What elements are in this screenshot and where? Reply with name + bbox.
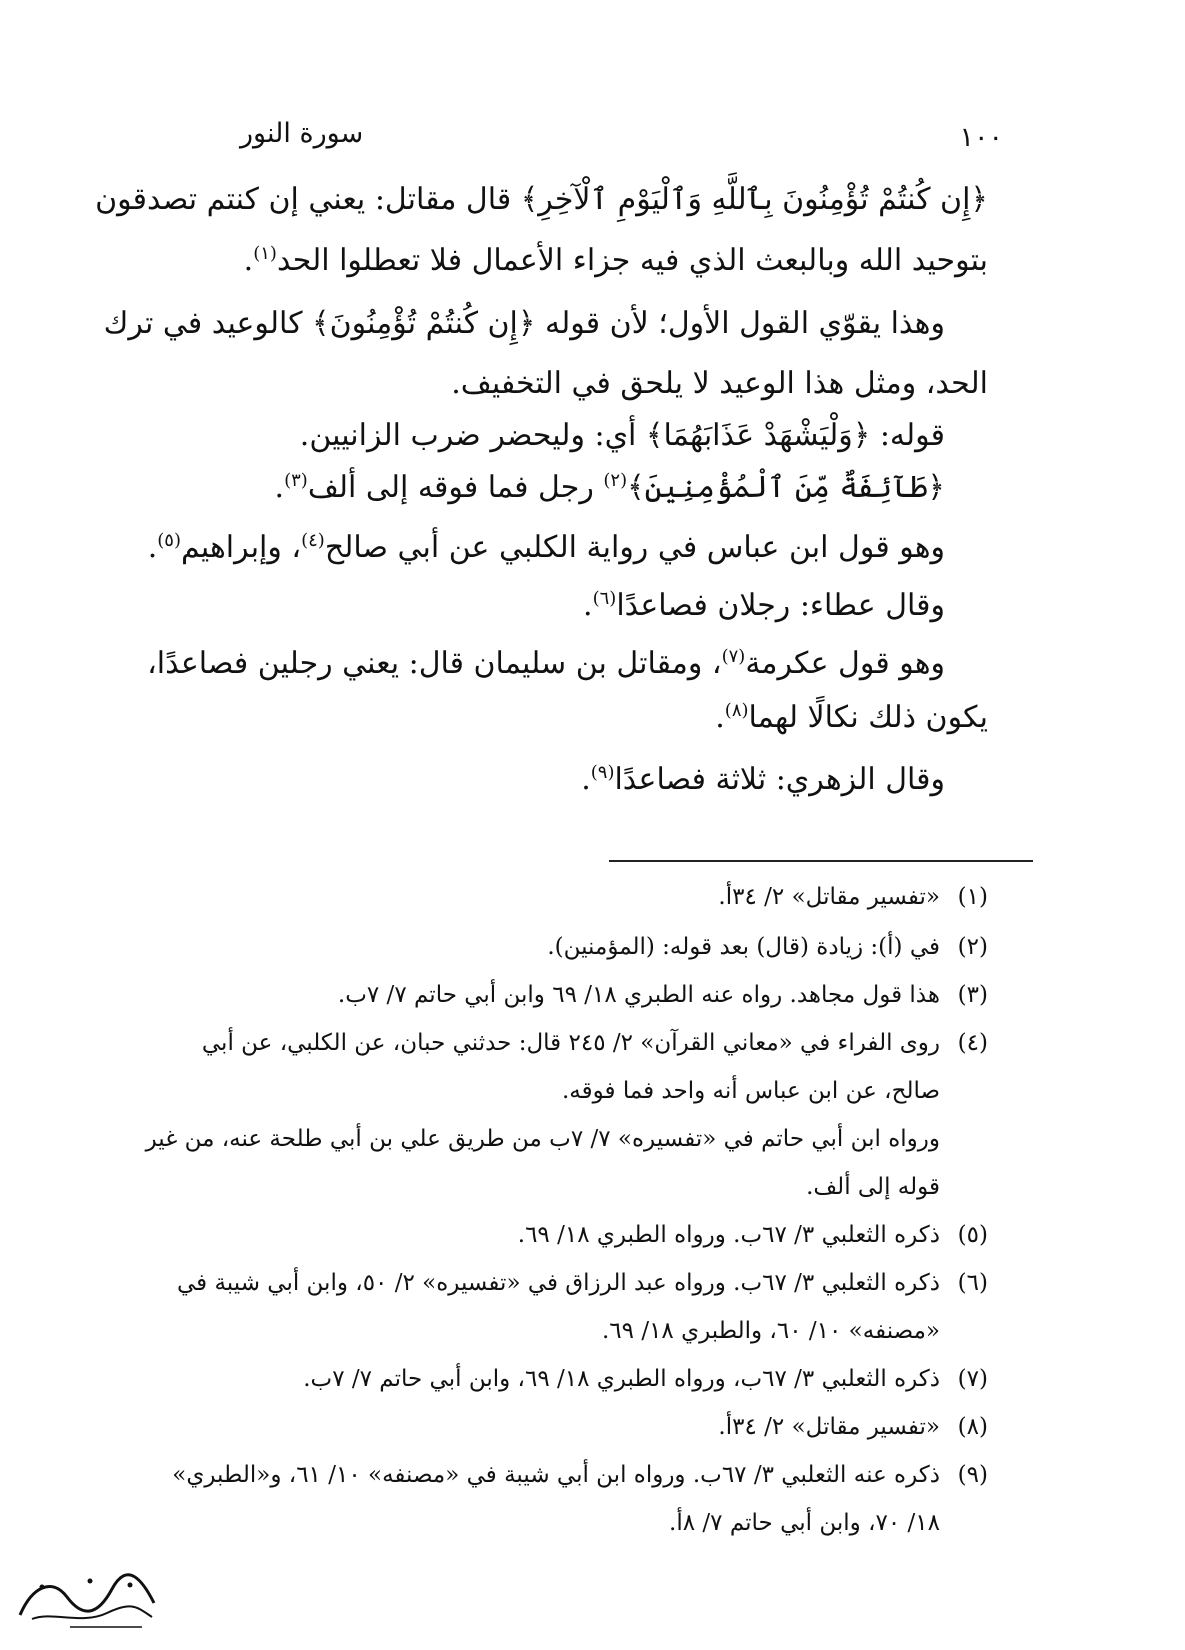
footnote-marker[interactable]: (٢) xyxy=(603,470,628,491)
footnote-number: (٣) xyxy=(957,982,988,1008)
footnote-continuation: صالح، عن ابن عباس أنه واحد فما فوقه. xyxy=(562,1078,940,1104)
footnote: (١)«تفسير مقاتل» ٢/ ٣٤أ. xyxy=(718,884,988,910)
footnote-continuation: قوله إلى ألف. xyxy=(806,1174,940,1200)
body-line: وهذا يقوّي القول الأول؛ لأن قوله ﴿إِن كُنتُمْ تُؤْمِنُونَ﴾ كالوعيد في ترك xyxy=(103,306,945,341)
running-header-title: سورة النور xyxy=(240,118,364,149)
footnote-marker[interactable]: (٦) xyxy=(592,588,617,609)
footnote-number: (٧) xyxy=(957,1366,988,1392)
footnote-number: (٦) xyxy=(957,1270,988,1296)
footnote: (٥)ذكره الثعلبي ٣/ ٦٧ب. ورواه الطبري ١٨/ ٦٩. xyxy=(517,1222,988,1248)
footnote-marker[interactable]: (٤) xyxy=(301,530,325,551)
footnote-number: (٩) xyxy=(957,1462,988,1488)
footnote: (٦)ذكره الثعلبي ٣/ ٦٧ب. ورواه عبد الرزاق في «تفسيره» ٢/ ٥٠، وابن أبي شيبة في xyxy=(177,1270,988,1296)
footnote-number: (٤) xyxy=(957,1030,988,1056)
page-number: ١٠٠ xyxy=(959,122,1003,153)
body-line: قوله: ﴿وَلْيَشْهَدْ عَذَابَهُمَا﴾ أي: وليحضر ضرب الزانيين. xyxy=(299,418,945,453)
body-line: وقال عطاء: رجلان فصاعدًا$^{(٦)}$. xyxy=(583,588,945,623)
body-line: يكون ذلك نكالًا لهما$^{(٨)}$. xyxy=(715,700,988,735)
footnote: (٩)ذكره عنه الثعلبي ٣/ ٦٧ب. ورواه ابن أبي شيبة في «مصنفه» ١٠/ ٦١، و«الطبري» xyxy=(172,1462,988,1488)
body-line: بتوحيد الله وبالبعث الذي فيه جزاء الأعمال فلا تعطلوا الحد$^{(١)}$. xyxy=(243,243,988,278)
footnote: (٧)ذكره الثعلبي ٣/ ٦٧ب، ورواه الطبري ١٨/ ٦٩، وابن أبي حاتم ٧/ ٧ب. xyxy=(303,1366,988,1392)
footnote: (٤)روى الفراء في «معاني القرآن» ٢/ ٢٤٥ قال: حدثني حبان، عن الكلبي، عن أبي xyxy=(201,1030,988,1056)
publisher-logo-stamp xyxy=(12,1567,162,1633)
footnote-continuation: ١٨/ ٧٠، وابن أبي حاتم ٧/ ٨أ. xyxy=(669,1510,940,1536)
footnote: (٣)هذا قول مجاهد. رواه عنه الطبري ١٨/ ٦٩ وابن أبي حاتم ٧/ ٧ب. xyxy=(337,982,988,1008)
footnote-marker[interactable]: (٩) xyxy=(590,762,615,783)
body-line: وهو قول عكرمة$^{(٧)}$، ومقاتل بن سليمان قال: يعني رجلين فصاعدًا، xyxy=(147,646,945,681)
footnote-marker[interactable]: (٣) xyxy=(284,470,308,491)
footnote-number: (٥) xyxy=(957,1222,988,1248)
body-line: ﴿طَآئِفَةٌ مِّنَ ٱلْمُؤْمِنِينَ﴾$^{(٢)}$ رجل فما فوقه إلى ألف$^{(٣)}$. xyxy=(274,470,945,505)
body-line: وقال الزهري: ثلاثة فصاعدًا$^{(٩)}$. xyxy=(581,762,945,797)
footnote-marker[interactable]: (٨) xyxy=(724,700,749,721)
footnote-separator xyxy=(609,860,1033,862)
footnote-continuation: «مصنفه» ١٠/ ٦٠، والطبري ١٨/ ٦٩. xyxy=(601,1318,940,1344)
footnote: (٢)في (أ): زيادة (قال) بعد قوله: (المؤمنين). xyxy=(547,934,988,960)
body-line: وهو قول ابن عباس في رواية الكلبي عن أبي صالح$^{(٤)}$، وإبراهيم$^{(٥)}$. xyxy=(147,530,945,565)
footnote-marker[interactable]: (٧) xyxy=(721,646,746,667)
footnote: (٨)«تفسير مقاتل» ٢/ ٣٤أ. xyxy=(718,1414,988,1440)
body-line: الحد، ومثل هذا الوعيد لا يلحق في التخفيف. xyxy=(451,366,988,401)
footnote-marker[interactable]: (١) xyxy=(253,243,277,264)
footnote-continuation: ورواه ابن أبي حاتم في «تفسيره» ٧/ ٧ب من طريق علي بن أبي طلحة عنه، من غير xyxy=(145,1126,940,1152)
footnote-number: (١) xyxy=(957,884,988,910)
body-line: ﴿إِن كُنتُمْ تُؤْمِنُونَ بِٱللَّهِ وَٱلْيَوْمِ ٱلْآخِرِ﴾ قال مقاتل: يعني إن كنتم تصدقون xyxy=(95,182,988,217)
footnote-number: (٢) xyxy=(957,934,988,960)
footnote-number: (٨) xyxy=(957,1414,988,1440)
footnote-marker[interactable]: (٥) xyxy=(157,530,181,551)
